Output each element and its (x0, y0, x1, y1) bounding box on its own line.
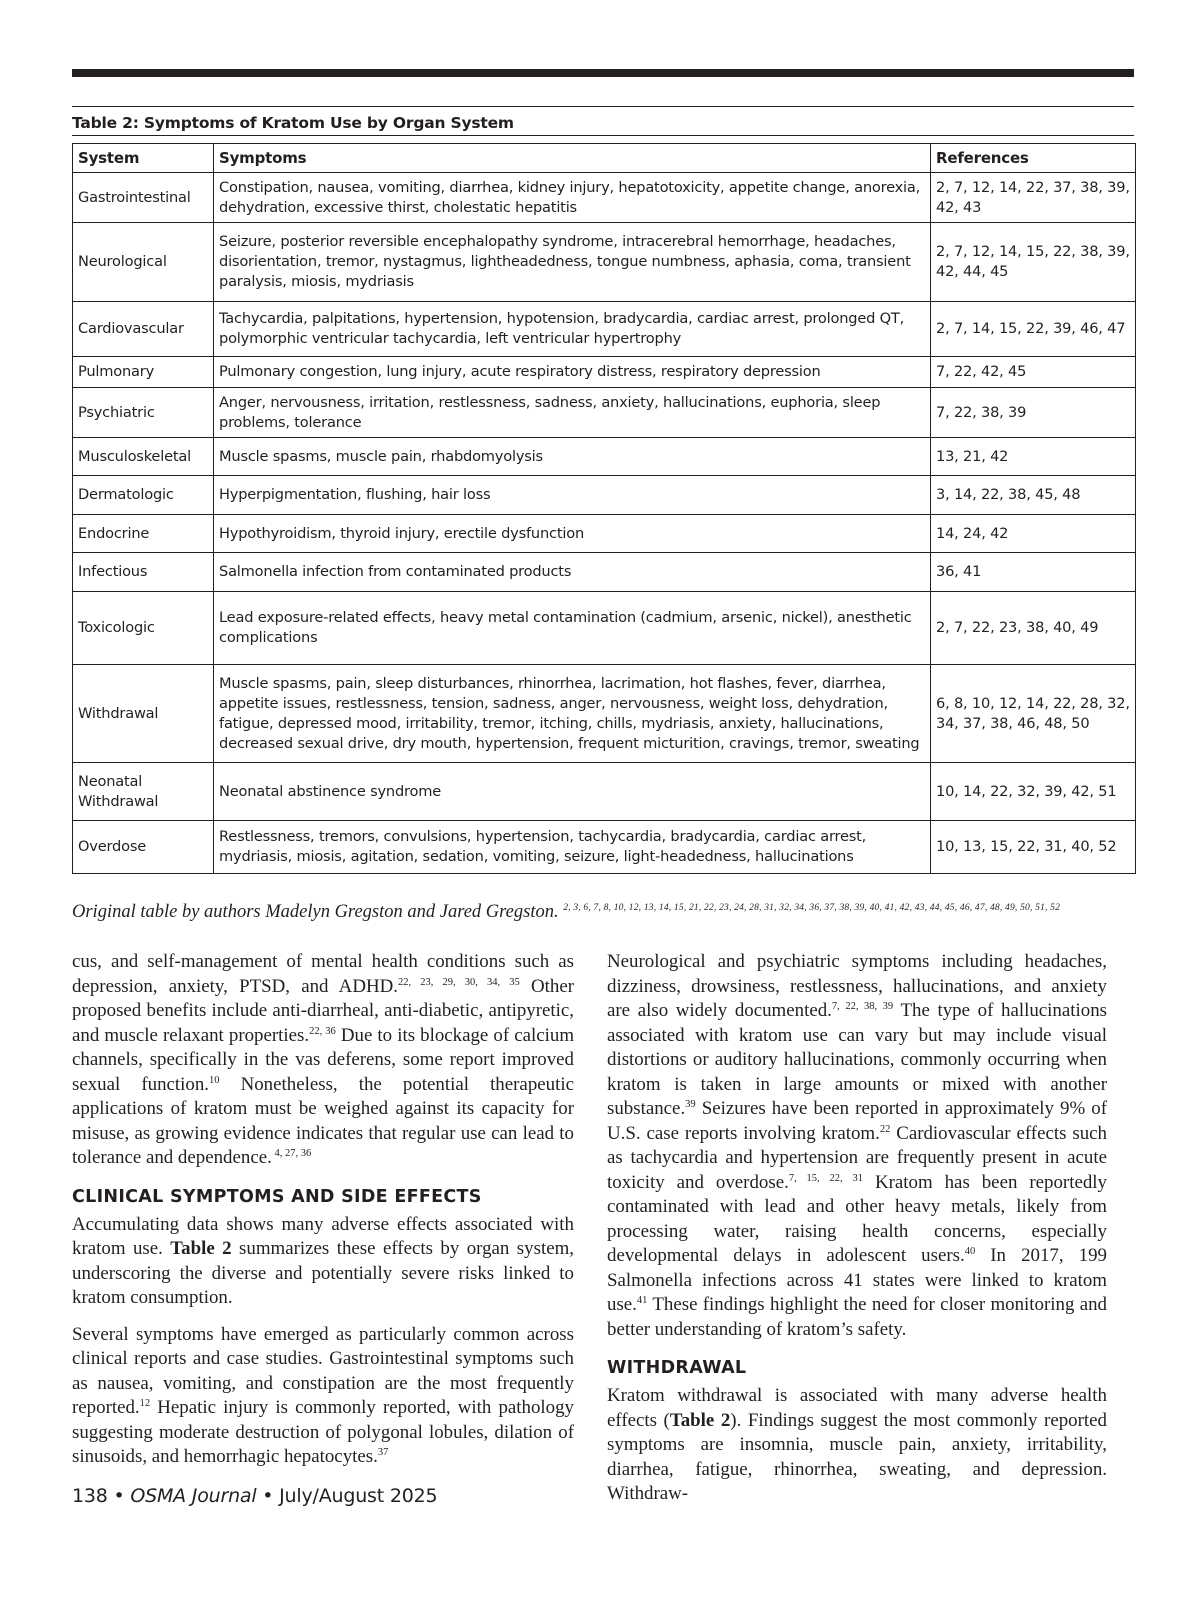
symptoms-cell: Restlessness, tremors, convulsions, hypertension, tachycardia, bradycardia, cardiac arrest, mydriasis, miosis, agitation, sedation, vomiting, seizure, light-headedness, hallucinations (214, 821, 931, 874)
symptoms-cell: Hypothyroidism, thyroid injury, erectile dysfunction (214, 515, 931, 553)
table-row (73, 592, 1136, 665)
system-cell: Psychiatric (73, 388, 214, 438)
citation: 40 (964, 1246, 976, 1257)
header-references: References (931, 144, 1136, 173)
paragraph: cus, and self-management of mental health conditions such as depression, anxiety, PTSD, and ADHD.$^{22, 23, 29, 30, 34, 35}$ Other proposed benefits include anti-diarrheal, anti-diabetic, antipyretic, and muscle relaxant properties.$^{22, 36}$ Due to its blockage of calcium channels, specifically in the vas deferens, some report improved sexual function.$^{10}$ Nonetheless, the potential therapeutic applications of kratom must be weighed against its capacity for misuse, as growing evidence indicates that regular use can lead to tolerance and dependence. $^{4, 27, 36}$ (72, 951, 575, 1168)
references-cell: 3, 14, 22, 38, 45, 48 (931, 476, 1136, 515)
table-row (73, 553, 1136, 592)
table-reference: Table 2 (170, 1238, 232, 1259)
symptoms-cell: Muscle spasms, muscle pain, rhabdomyolysis (214, 438, 931, 476)
citation: 41 (636, 1295, 648, 1306)
system-cell: Cardiovascular (73, 302, 214, 357)
table-caption (72, 900, 1134, 924)
system-cell: Withdrawal (73, 665, 214, 763)
table-row (73, 438, 1136, 476)
table-row (73, 515, 1136, 553)
table-row (73, 821, 1136, 874)
table-row (73, 665, 1136, 763)
left-column (72, 950, 574, 1482)
references-cell: 7, 22, 38, 39 (931, 388, 1136, 438)
table-row (73, 302, 1136, 357)
section-heading: CLINICAL SYMPTOMS AND SIDE EFFECTS (72, 1186, 482, 1207)
citation: 7, 22, 38, 39 (831, 1001, 894, 1012)
table-row (73, 223, 1136, 302)
citation: 39 (685, 1099, 696, 1110)
paragraph: Accumulating data shows many adverse effects associated with kratom use. Table 2 summarizes these effects by organ system, underscoring the diverse and potentially severe risks linked to kratom consumption. (72, 1213, 574, 1308)
citation: 37 (377, 1447, 389, 1458)
symptoms-cell: Hyperpigmentation, flushing, hair loss (214, 476, 931, 515)
caption-text: Original table by authors Madelyn Gregston and Jared Gregston. (72, 902, 559, 922)
table-reference: Table 2 (669, 1409, 731, 1431)
symptoms-cell: Salmonella infection from contaminated products (214, 553, 931, 592)
references-cell: 10, 14, 22, 32, 39, 42, 51 (931, 763, 1136, 821)
right-column (607, 950, 1107, 1519)
system-cell: Gastrointestinal (73, 173, 214, 223)
citation: 10 (209, 1074, 220, 1086)
citation: 7, 15, 22, 31 (788, 1172, 863, 1184)
paragraph: Kratom withdrawal is associated with many adverse health effects (Table 2). Findings suggest the most commonly reported symptoms are insomnia, muscle pain, anxiety, irritability, diarrhea, fatigue, rhinorrhea, sweating, and depression. Withdraw- (607, 1385, 1107, 1504)
system-cell: Endocrine (73, 515, 214, 553)
page-number: 138 (72, 1485, 108, 1507)
citation: 22, 23, 29, 30, 34, 35 (397, 976, 520, 988)
header-system: System (73, 144, 214, 173)
symptoms-cell: Lead exposure-related effects, heavy metal contamination (cadmium, arsenic, nickel), anesthetic complications (214, 592, 931, 665)
references-cell: 14, 24, 42 (931, 515, 1136, 553)
system-cell: Dermatologic (73, 476, 214, 515)
system-cell: Overdose (73, 821, 214, 874)
page-footer: 138 • OSMA Journal • July/August 2025 (72, 1485, 438, 1507)
symptoms-cell: Anger, nervousness, irritation, restlessness, sadness, anxiety, hallucinations, euphoria, sleep problems, tolerance (214, 388, 931, 438)
symptoms-cell: Constipation, nausea, vomiting, diarrhea, kidney injury, hepatotoxicity, appetite change, anorexia, dehydration, excessive thirst, cholestatic hepatitis (214, 173, 931, 223)
symptoms-cell: Tachycardia, palpitations, hypertension, hypotension, bradycardia, cardiac arrest, prolonged QT, polymorphic ventricular tachycardia, left ventricular hypertrophy (214, 302, 931, 357)
header-symptoms: Symptoms (214, 144, 931, 173)
journal-name: OSMA Journal (130, 1485, 257, 1507)
references-cell: 7, 22, 42, 45 (931, 357, 1136, 388)
system-cell: Neonatal Withdrawal (73, 763, 214, 821)
citation: 4, 27, 36 (271, 1148, 312, 1159)
symptoms-cell: Pulmonary congestion, lung injury, acute respiratory distress, respiratory depression (214, 357, 931, 388)
paragraph: Several symptoms have emerged as particularly common across clinical reports and case studies. Gastrointestinal symptoms such as nausea, vomiting, and constipation are the most frequently reported.$^{12}$ Hepatic injury is commonly reported, with pathology suggesting moderate destruction of polygonal lobules, dilation of sinusoids, and hemorrhagic hepatocytes.$^{37}$ (72, 1323, 574, 1467)
symptoms-cell: Neonatal abstinence syndrome (214, 763, 931, 821)
table-row (73, 173, 1136, 223)
references-cell: 10, 13, 15, 22, 31, 40, 52 (931, 821, 1136, 874)
table-top-rule (72, 106, 1134, 107)
caption-references: 2, 3, 6, 7, 8, 10, 12, 13, 14, 15, 21, 22, 23, 24, 28, 31, 32, 34, 36, 37, 38, 39, 40, 41, 42, 43, 44, 45, 46, 47, 48, 49, 50, 51, 52 (563, 903, 1061, 913)
issue-date: July/August 2025 (279, 1485, 438, 1507)
table-row (73, 476, 1136, 515)
table-title-rule (72, 135, 1134, 136)
references-cell: 13, 21, 42 (931, 438, 1136, 476)
citation: 22 (879, 1123, 891, 1135)
table-row (73, 763, 1136, 821)
references-cell: 36, 41 (931, 553, 1136, 592)
symptoms-cell: Seizure, posterior reversible encephalopathy syndrome, intracerebral hemorrhage, headaches, disorientation, tremor, nystagmus, lightheadedness, tongue numbness, aphasia, coma, transient paralysis, miosis, mydriasis (214, 223, 931, 302)
references-cell: 2, 7, 22, 23, 38, 40, 49 (931, 592, 1136, 665)
table-header-row (73, 144, 1136, 173)
references-cell: 6, 8, 10, 12, 14, 22, 28, 32, 34, 37, 38, 46, 48, 50 (931, 665, 1136, 763)
header-rule (72, 69, 1134, 77)
section-heading: WITHDRAWAL (607, 1358, 747, 1378)
system-cell: Toxicologic (73, 592, 214, 665)
references-cell: 2, 7, 12, 14, 22, 37, 38, 39, 42, 43 (931, 173, 1136, 223)
references-cell: 2, 7, 12, 14, 15, 22, 38, 39, 42, 44, 45 (931, 223, 1136, 302)
system-cell: Pulmonary (73, 357, 214, 388)
system-cell: Neurological (73, 223, 214, 302)
table-title: Table 2: Symptoms of Kratom Use by Organ System (72, 114, 514, 132)
table-row (73, 388, 1136, 438)
system-cell: Musculoskeletal (73, 438, 214, 476)
symptoms-table (72, 143, 1136, 874)
paragraph: Neurological and psychiatric symptoms including headaches, dizziness, drowsiness, restlessness, hallucinations, and anxiety are also widely documented.$^{7, 22, 38, 39}$ The type of hallucinations associated with kratom use can vary but may include visual distortions or auditory hallucinations, commonly occurring when kratom is taken in large amounts or mixed with another substance.$^{39}$ Seizures have been reported in approximately 9% of U.S. case reports involving kratom.$^{22}$ Cardiovascular effects such as tachycardia and hypertension are frequently present in acute toxicity and overdose.$^{7, 15, 22, 31}$ Kratom has been reportedly contaminated with lead and other heavy metals, likely from processing water, raising health concerns, especially developmental delays in adolescent users.$^{40}$ In 2017, 199 Salmonella infections across 41 states were linked to kratom use.$^{41}$ These findings highlight the need for closer monitoring and better understanding of kratom’s safety. (607, 951, 1107, 1340)
system-cell: Infectious (73, 553, 214, 592)
citation: 12 (139, 1398, 151, 1409)
citation: 22, 36 (309, 1025, 336, 1037)
references-cell: 2, 7, 14, 15, 22, 39, 46, 47 (931, 302, 1136, 357)
symptoms-cell: Muscle spasms, pain, sleep disturbances, rhinorrhea, lacrimation, hot flashes, fever, diarrhea, appetite issues, restlessness, tension, sadness, anger, nervousness, weight loss, dehydration, fatigue, depressed mood, irritability, tremor, itching, chills, mydriasis, anxiety, hallucinations, decreased sexual drive, dry mouth, hypertension, frequent micturition, cravings, tremor, sweating (214, 665, 931, 763)
table-row (73, 357, 1136, 388)
